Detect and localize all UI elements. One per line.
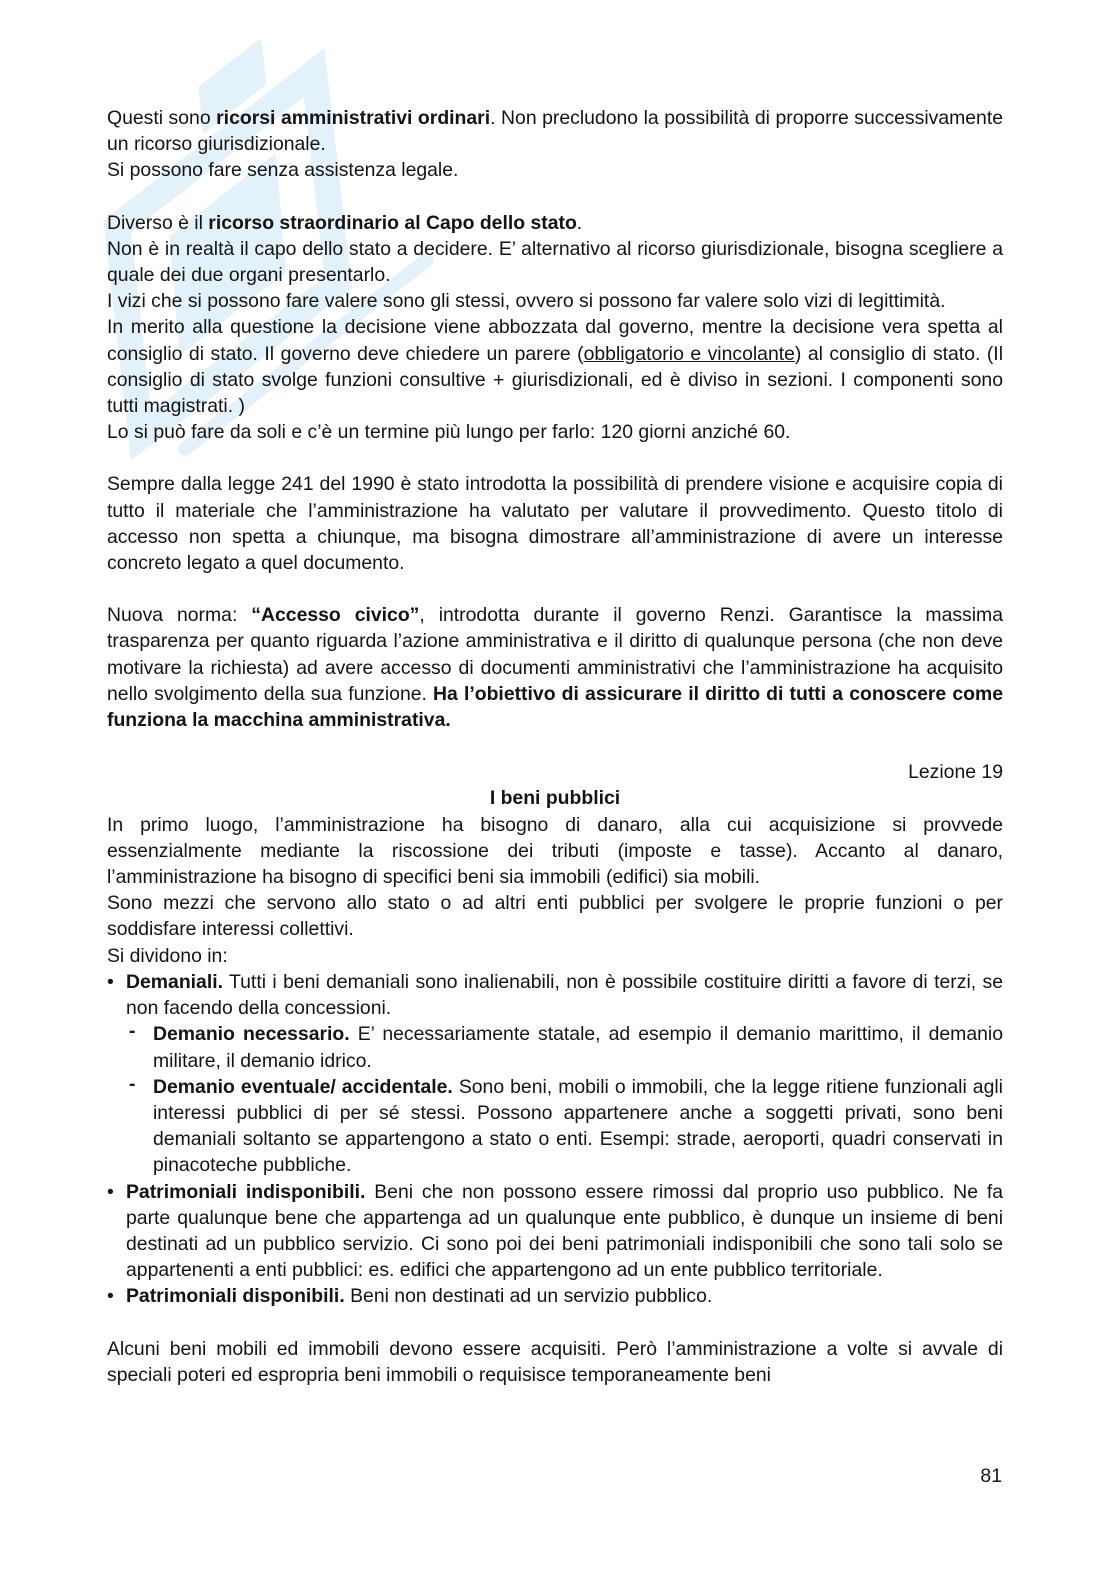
list-item: • Demaniali. Tutti i beni demaniali sono inalienabili, non è possibile costituire diritti a favore di terzi, se non facendo della concessioni. - Demanio necessario. E’ necessariamente statale, ad esempio il demanio marittimo, il demanio militare, il demanio idrico. - Demanio eventuale/ accidentale. Sono beni, mobili o immobili, che la legge ritiene funzionali agli interessi pubblici di per sé stessi. Possono appartenere anche a soggetti privati, sono beni demaniali soltanto se appartengono a stato o enti. Esempi: strade, aeroporti, quadri conservati in pinacoteche pubbliche. — [107, 969, 1003, 1179]
dash-icon: - — [129, 1020, 136, 1043]
list-item: • Patrimoniali disponibili. Beni non destinati ad un servizio pubblico. — [107, 1283, 1003, 1309]
paragraph: Alcuni beni mobili ed immobili devono essere acquisiti. Però l’amministrazione a volte si avvale di speciali poteri ed espropria beni immobili o requisisce temporaneamente beni — [107, 1337, 1003, 1386]
bullet-icon: • — [107, 970, 114, 993]
sub-list-item: - Demanio necessario. E’ necessariamente statale, ad esempio il demanio marittimo, il demanio militare, il demanio idrico. — [129, 1020, 1003, 1072]
paragraph: Lo si può fare da soli e c’è un termine più lungo per farlo: 120 giorni anziché 60. — [107, 421, 791, 444]
sub-list — [126, 1021, 1003, 1178]
paragraph: Questi sono ricorsi amministrativi ordinari. Non precludono la possibilità di proporre successivamente un ricorso giurisdizionale. — [107, 107, 1004, 156]
sub-list-item: - Demanio eventuale/ accidentale. Sono beni, mobili o immobili, che la legge ritiene funzionali agli interessi pubblici di per sé stessi. Possono appartenere anche a soggetti privati, sono beni demaniali soltanto se appartengono a stato o enti. Esempi: strade, aeroporti, quadri conservati in pinacoteche pubbliche. — [129, 1072, 1003, 1177]
paragraph: Non è in realtà il capo dello stato a decidere. E’ alternativo al ricorso giurisdizionale, bisogna scegliere a quale dei due organi presentarlo. — [107, 237, 1003, 287]
paragraph: I vizi che si possono fare valere sono gli stessi, ovvero si possono far valere solo vizi di legittimità. — [107, 290, 946, 313]
bullet-list — [107, 969, 1003, 1310]
bullet-icon: • — [107, 1285, 114, 1308]
bullet-icon: • — [107, 1180, 114, 1203]
dash-icon: - — [129, 1072, 136, 1095]
paragraph: Si dividono in: — [107, 944, 228, 967]
lesson-label: Lezione 19 — [908, 761, 1003, 784]
paragraph: In primo luogo, l’amministrazione ha bisogno di danaro, alla cui acquisizione si provvede essenzialmente mediante la riscossione dei tributi (imposte e tasse). Accanto al danaro, l’amministrazione ha bisogno di specifici beni sia immobili (edifici) sia mobili. — [107, 813, 1003, 889]
paragraph: Diverso è il ricorso straordinario al Capo dello stato. — [107, 211, 583, 234]
paragraph: Nuova norma: “Accesso civico”, introdotta durante il governo Renzi. Garantisce la massima trasparenza per quanto riguarda l’azione amministrativa e il diritto di qualunque persona (che non deve motivare la richiesta) ad avere accesso di documenti amministrativi che l’amministrazione ha acquisito nello svolgimento della sua funzione. Ha l’obiettivo di assicurare il diritto di tutti a conoscere come funziona la macchina amministrativa. — [107, 604, 1003, 732]
paragraph: Si possono fare senza assistenza legale. — [107, 159, 459, 182]
document-page — [107, 105, 1003, 1388]
section-title: I beni pubblici — [489, 787, 621, 810]
paragraph: Sono mezzi che servono allo stato o ad altri enti pubblici per svolgere le proprie funzioni o per soddisfare interessi collettivi. — [107, 892, 1003, 941]
list-item: • Patrimoniali indisponibili. Beni che non possono essere rimossi dal proprio uso pubblico. Ne fa parte qualunque bene che appartenga ad un qualunque ente pubblico, è dunque un insieme di beni destinati ad un pubblico servizio. Ci sono poi dei beni patrimoniali indisponibili che sono tali solo se appartenenti a enti pubblici: es. edifici che appartengono ad un ente pubblico territoriale. — [107, 1180, 1003, 1282]
paragraph: In merito alla questione la decisione viene abbozzata dal governo, mentre la decisione vera spetta al consiglio di stato. Il governo deve chiedere un parere (obbligatorio e vincolante) al consiglio di stato. (Il consiglio di stato svolge funzioni consultive + giurisdizionali, ed è diviso in sezioni. I componenti sono tutti magistrati. ) — [107, 316, 1004, 418]
page-number: 81 — [980, 1465, 1002, 1487]
paragraph: Sempre dalla legge 241 del 1990 è stato introdotta la possibilità di prendere visione e acquisire copia di tutto il materiale che l’amministrazione ha valutato per valutare il provvedimento. Questo titolo di accesso non spetta a chiunque, ma bisogna dimostrare all’amministrazione di avere un interesse concreto legato a quel documento. — [107, 473, 1003, 575]
